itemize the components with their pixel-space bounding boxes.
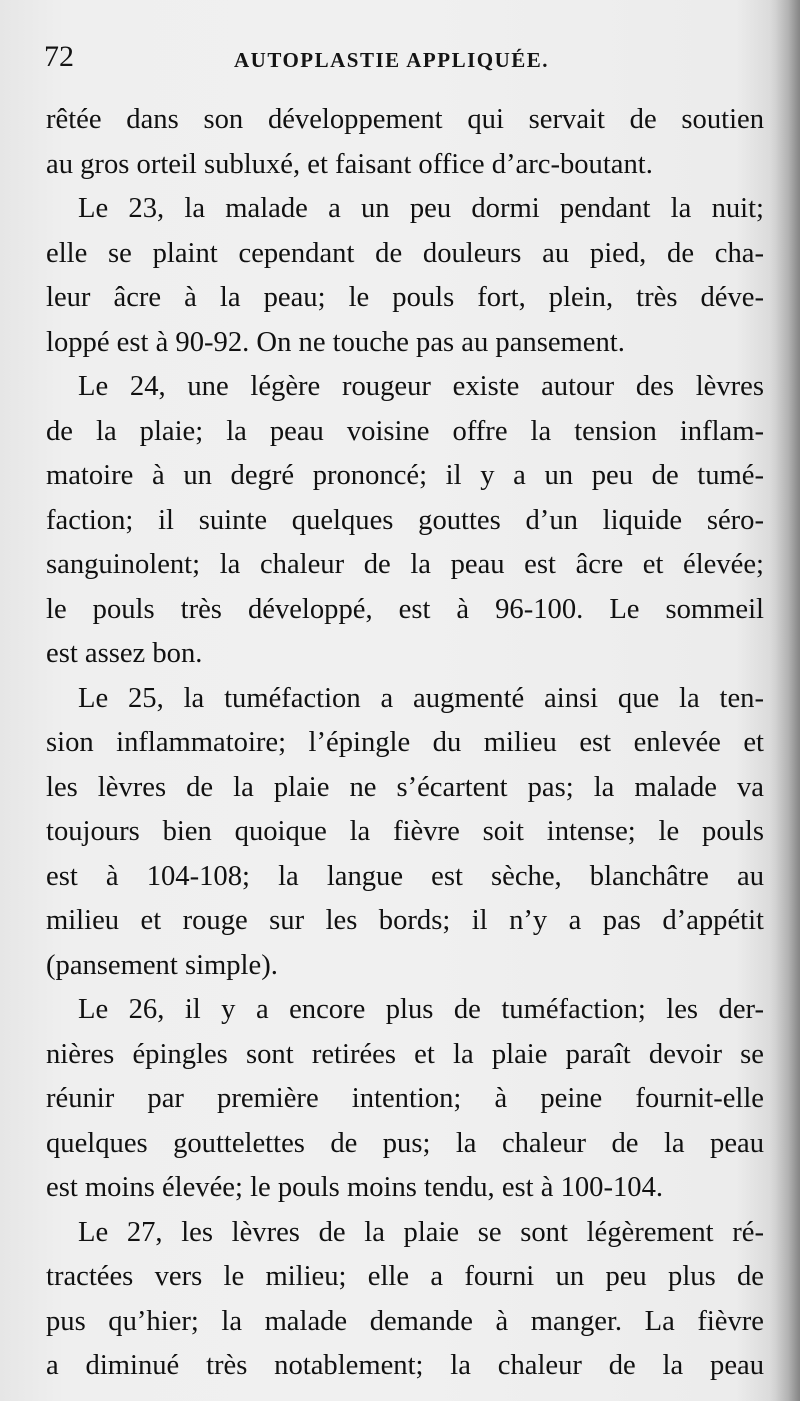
- text-line: Le 23, la malade a un peu dormi pendant la nuit;: [78, 193, 764, 224]
- text-line: elle se plaint cependant de douleurs au pied, de cha-: [46, 237, 764, 269]
- text-line: sanguinolent; la chaleur de la peau est âcre et élevée;: [46, 549, 764, 580]
- text-line: est assez bon.: [46, 638, 203, 669]
- text-line: Le 24, une légère rougeur existe autour des lèvres: [78, 371, 764, 402]
- text-line: quelques gouttelettes de pus; la chaleur de la peau: [46, 1127, 764, 1159]
- text-line: sion inflammatoire; l’épingle du milieu est enlevée et: [46, 727, 764, 758]
- text-line: rêtée dans son développement qui servait de soutien: [46, 104, 764, 135]
- text-line: loppé est à 90-92. On ne touche pas au pansement.: [46, 326, 625, 358]
- page-number: 72: [44, 40, 74, 73]
- page-header: [44, 40, 758, 80]
- text-line: le pouls très développé, est à 96-100. Le sommeil: [46, 593, 764, 625]
- text-line: les lèvres de la plaie ne s’écartent pas; la malade va: [46, 771, 764, 803]
- text-line: Le 26, il y a encore plus de tuméfaction; les der-: [78, 994, 764, 1025]
- text-line: est moins élevée; le pouls moins tendu, est à 100-104.: [46, 1172, 664, 1203]
- text-line: matoire à un degré prononcé; il y a un peu de tumé-: [46, 460, 764, 491]
- text-line: toujours bien quoique la fièvre soit intense; le pouls: [46, 816, 764, 847]
- text-line: de la plaie; la peau voisine offre la tension inflam-: [46, 415, 764, 447]
- running-head: AUTOPLASTIE APPLIQUÉE.: [234, 48, 550, 72]
- page-edge-shadow: [770, 0, 800, 1401]
- text-line: milieu et rouge sur les bords; il n’y a pas d’appétit: [46, 905, 764, 936]
- body-text: [46, 98, 764, 1389]
- text-line: Le 25, la tuméfaction a augmenté ainsi que la ten-: [78, 682, 764, 714]
- text-line: leur âcre à la peau; le pouls fort, plein, très déve-: [46, 282, 764, 313]
- text-line: nières épingles sont retirées et la plaie paraît devoir se: [46, 1038, 764, 1070]
- text-line: a diminué très notablement; la chaleur de la peau: [46, 1350, 764, 1381]
- text-line: réunir par première intention; à peine fournit-elle: [46, 1083, 764, 1114]
- text-line: faction; il suinte quelques gouttes d’un liquide séro-: [46, 504, 764, 536]
- text-line: Le 27, les lèvres de la plaie se sont légèrement ré-: [78, 1216, 764, 1248]
- text-line: (pansement simple).: [46, 949, 278, 981]
- text-line: est à 104-108; la langue est sèche, blanchâtre au: [46, 860, 764, 892]
- text-line: pus qu’hier; la malade demande à manger. La fièvre: [46, 1305, 764, 1337]
- text-line: tractées vers le milieu; elle a fourni un peu plus de: [46, 1261, 764, 1292]
- text-line: au gros orteil subluxé, et faisant office d’arc-boutant.: [46, 148, 653, 180]
